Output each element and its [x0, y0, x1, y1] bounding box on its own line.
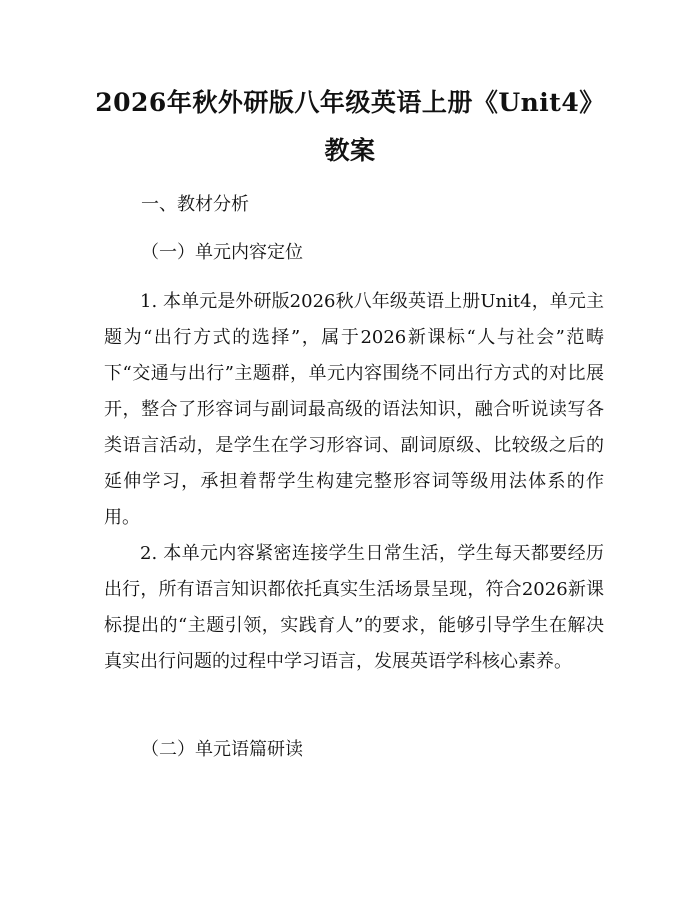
- document-title-line-1: 2026年秋外研版八年级英语上册《Unit4》: [95, 88, 605, 117]
- paragraph-real-life-connection: 2. 本单元内容紧密连接学生日常生活，学生每天都要经历出行，所有语言知识都依托真实生活场景呈现，符合2026新课标提出的“主题引领，实践育人”的要求，能够引导学生在解决真实出行问题的过程中学习语言，发展英语学科核心素养。: [104, 543, 604, 672]
- section-heading-textbook-analysis: 一、教材分析: [141, 194, 249, 215]
- subsection-heading-text-study: （二）单元语篇研读: [141, 739, 303, 760]
- paragraph-unit-overview: 1. 本单元是外研版2026秋八年级英语上册Unit4，单元主题为“出行方式的选择”，属于2026新课标“人与社会”范畴下“交通与出行”主题群，单元内容围绕不同出行方式的对比展开，整合了形容词与副词最高级的语法知识，融合听说读写各类语言活动，是学生在学习形容词、副词原级、比较级之后的延伸学习，承担着帮学生构建完整形容词等级用法体系的作用。: [104, 291, 604, 528]
- subsection-heading-unit-positioning: （一）单元内容定位: [141, 242, 303, 263]
- document-title-line-2: 教案: [324, 136, 376, 165]
